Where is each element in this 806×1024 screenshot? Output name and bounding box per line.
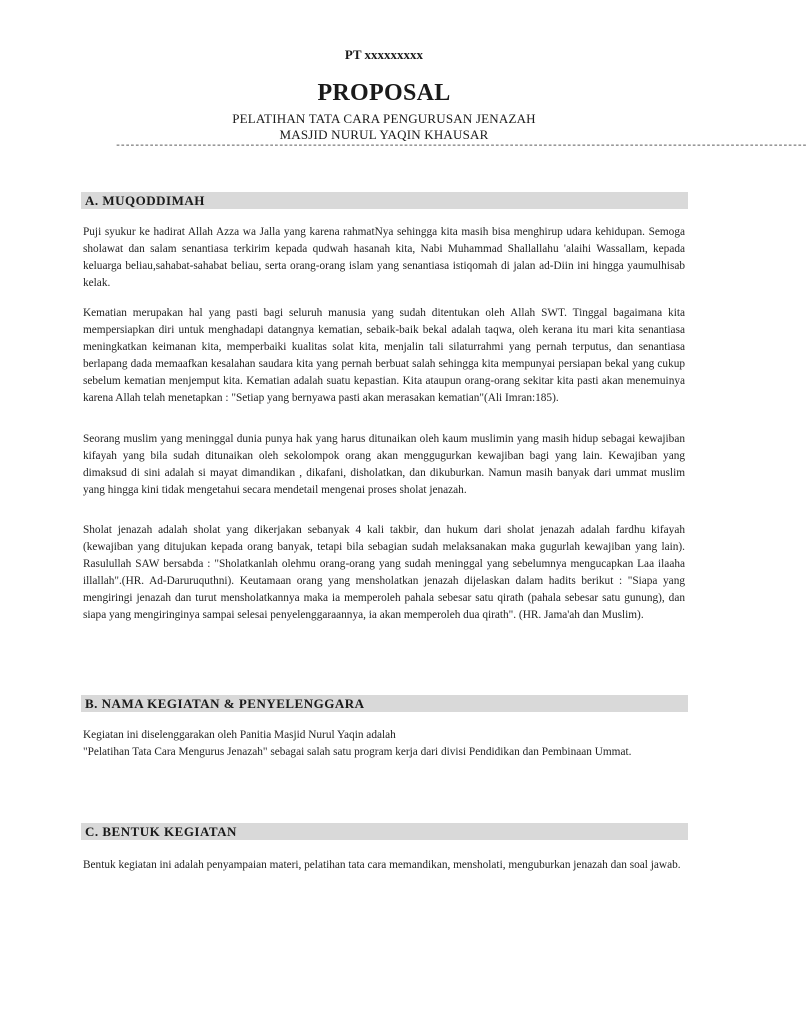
document-subtitle-line-1: PELATIHAN TATA CARA PENGURUSAN JENAZAH <box>232 111 536 126</box>
section-a-heading-bar <box>81 192 688 209</box>
company-name: PT xxxxxxxxx <box>344 47 424 62</box>
section-c-heading: C. BENTUK KEGIATAN <box>85 824 237 839</box>
section-b-heading: B. NAMA KEGIATAN & PENYELENGGARA <box>85 696 365 711</box>
bentuk-kegiatan-paragraph: Bentuk kegiatan ini adalah penyampaian materi, pelatihan tata cara memandikan, mensholati, menguburkan jenazah dan soal jawab. <box>83 859 681 871</box>
muqoddimah-paragraph-2: Kematian merupakan hal yang pasti bagi seluruh manusia yang sudah ditentukan oleh Allah SWT. Tinggal bagaimana kita mempersiapkan diri untuk menghadapi datangnya kematian, sebaik-baik bekal adalah taqwa, oleh kerana itu mari kita senantiasa meningkatkan keimanan kita, memperbaiki kualitas solat kita, menjalin tali silaturrahmi yang pernah terputus, dan senantiasa berlapang dada memaafkan kesalahan saudara kita yang pernah berbuat salah sehingga kita mempunyai persiapan bekal yang cukup sebelum kematian menjemput kita. Kematian adalah suatu kepastian. Kita ataupun orang-orang sekitar kita pasti akan menemuinya karena Allah telah menetapkan : "Setiap yang bernyawa pasti akan merasakan kematian"(Ali Imran:185). <box>83 307 685 404</box>
nama-kegiatan-paragraph <box>83 727 685 761</box>
muqoddimah-paragraph-3: Seorang muslim yang meninggal dunia punya hak yang harus ditunaikan oleh kaum muslimin yang masih hidup sebagai kewajiban kifayah yang bila sudah ditunaikan oleh sekolompok orang akan menggugurkan kewajiban bagi yang lain. Kewajiban yang dimaksud di sini adalah si mayat dimandikan , dikafani, disholatkan, dan dikuburkan. Namun masih banyak dari ummat muslim yang hingga kini tidak mengetahui secara mendetail mengenai proses sholat jenazah. <box>83 433 685 496</box>
section-a-heading: A. MUQODDIMAH <box>85 193 205 208</box>
section-b-heading-bar <box>81 695 688 712</box>
document-title: PROPOSAL <box>317 80 451 106</box>
document-subtitle-line-2: MASJID NURUL YAQIN KHAUSAR <box>279 127 489 142</box>
muqoddimah-paragraph-4: Sholat jenazah adalah sholat yang dikerjakan sebanyak 4 kali takbir, dan hukum dari sholat jenazah adalah fardhu kifayah (kewajiban yang ditujukan kepada orang banyak, tetapi bila sebagian sudah melaksanakan maka gugurlah kewajiban yang lain). Rasulullah SAW bersabda : "Sholatkanlah olehmu orang-orang yang sudah meninggal yang sebelumnya mengucapkan Laa ilaaha illallah".(HR. Ad-Daruruquthni). Keutamaan orang yang mensholatkan jenazah dijelaskan dalam hadits berikut : "Siapa yang mengiringi jenazah dan turut mensholatkannya maka ia memperoleh pahala sebesar satu qirath (pahala sebesar satu gunung), dan siapa yang mengiringinya sampai selesai penyelenggaraannya, ia akan memperoleh dua qirath". (HR. Jama'ah dan Muslim). <box>83 524 685 621</box>
nama-kegiatan-line-2: "Pelatihan Tata Cara Mengurus Jenazah" sebagai salah satu program kerja dari divisi Pendidikan dan Pembinaan Ummat. <box>83 746 632 758</box>
nama-kegiatan-line-1: Kegiatan ini diselenggarakan oleh Panitia Masjid Nurul Yaqin adalah <box>83 729 396 741</box>
header-divider: ------------------------------------------------------------------------------------------------------------------------------------------------ <box>115 141 806 152</box>
muqoddimah-paragraph-1: Puji syukur ke hadirat Allah Azza wa Jalla yang karena rahmatNya sehingga kita masih bisa menghirup udara kehidupan. Semoga sholawat dan salam senantiasa terkirim kepada qudwah hasanah kita, Nabi Muhammad Shallallahu 'alaihi Wassallam, kepada keluarga beliau,sahabat-sahabat beliau, serta orang-orang islam yang senantiasa istiqomah di jalan ad-Diin ini hingga yaumulhisab kelak. <box>83 226 685 289</box>
section-c-heading-bar <box>81 823 688 840</box>
